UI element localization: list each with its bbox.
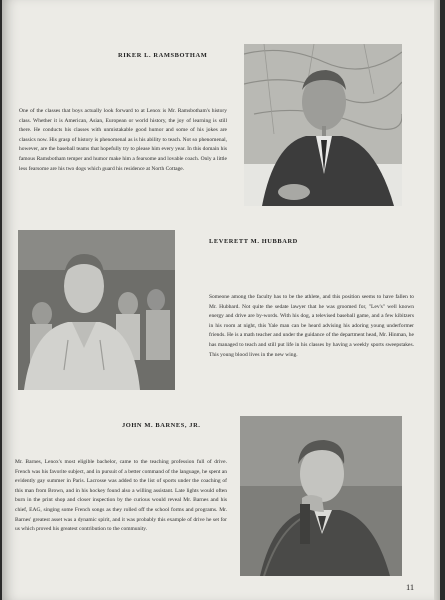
page-edge xyxy=(434,0,440,600)
yearbook-page xyxy=(2,0,440,600)
faculty-bio-barnes: Mr. Barnes, Lenox's most eligible bachelor, came to the teaching profession full of drive. French was his favorite subject, and in pursuit of a better command of the language, he spent an evidently gay summer in Paris. Lacrosse was added to the list of sports under the coaching of this man from Brown, and in his hockey found also a willing assistant. Late lights would often burn in the print shop and closer inspection by the curious would reveal Mr. Barnes and his chief, EAG, singing some French songs as they rolled off the school forms and programs. Mr. Barnes' greatest asset was a dynamic spirit, and it was probably this example of drive he set for us which proved his greatest contribution to the community. xyxy=(15,459,227,533)
photo-barnes xyxy=(240,416,402,576)
page-number: 11 xyxy=(406,582,415,592)
faculty-name-hubbard: LEVERETT M. HUBBARD xyxy=(209,238,298,245)
faculty-bio-hubbard: Someone among the faculty has to be the athlete, and this position seems to have fallen to Mr. Hubbard. Not quite the sedate lawyer that he was groomed for, "Lev's" well known energy and drive are by-words. With his dog, a televised baseball game, and a few kibitzers in his room at night, this Yale man can be heard advising his adoring young underformer friends. He is a math teacher and under the guidance of the department head, Mr. Hinman, he has managed to teach and still put life in his classes by having a weekly sports sweepstakes. This young blood lives in the new wing. xyxy=(209,294,414,358)
photo-ramsbotham xyxy=(244,44,402,206)
faculty-bio-ramsbotham: One of the classes that boys actually look forward to at Lenox is Mr. Ramsbotham's history class. Whether it is American, Asian, European or world history, the joy of learning is still there. He conducts his classes with unmistakable good humor and some of his jokes are classics now. His grasp of history is phenomenal as is his ability to teach. Not so phenomenal, however, are the baseball teams that hopefully try to please him every year. In this domain his famous Ramsbotham temper and humor make him a fearsome and lovable coach. Only a little less fearsome are his two dogs which guard his residence at North Cottage. xyxy=(19,108,227,172)
photo-hubbard xyxy=(18,230,175,390)
faculty-name-barnes: JOHN M. BARNES, JR. xyxy=(122,422,201,429)
faculty-name-ramsbotham: RIKER L. RAMSBOTHAM xyxy=(118,52,208,59)
